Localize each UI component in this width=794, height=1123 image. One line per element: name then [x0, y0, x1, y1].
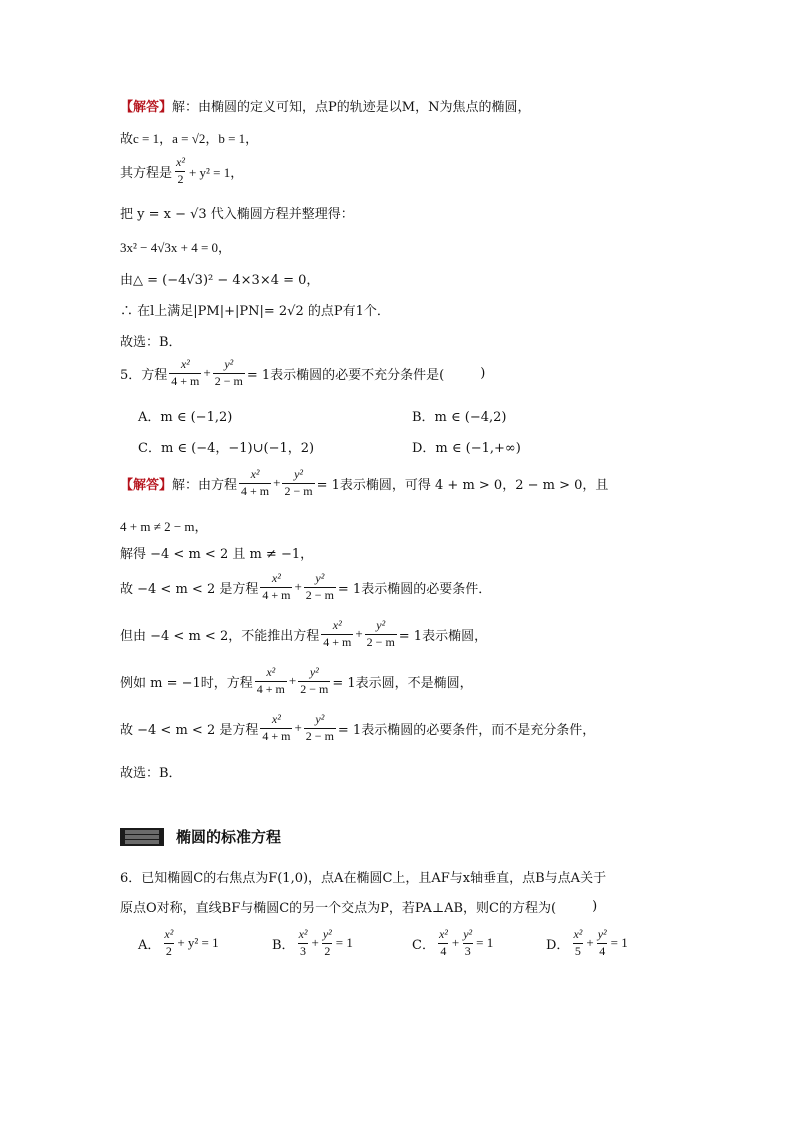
- answer-text: 故 −4 < m < 2 是方程: [120, 581, 259, 597]
- option-d[interactable]: D． $\frac{\text{x²}}{5}$ + $\frac{\text{y²}}{4}$ = 1: [546, 927, 628, 958]
- fraction: $\frac{\text{x²}}{4 + m}$: [262, 712, 291, 743]
- question-text: 原点O对称，直线BF与椭圆C的另一个交点为P，若PA⊥AB，则C的方程为(: [120, 901, 557, 916]
- fraction: $\frac{\text{y²}}{2 - m}$: [300, 665, 329, 696]
- answer-text: 由△ = (−4√3)² − 4×3×4 = 0，: [120, 273, 320, 288]
- answer-text: = 1表示椭圆的必要条件．: [337, 581, 492, 597]
- plus-sign: +: [294, 720, 302, 736]
- section-heading: [120, 826, 281, 847]
- option-b[interactable]: B．m ∈ (−4,2): [412, 410, 507, 425]
- answer-text: = 1表示椭圆，: [398, 628, 488, 644]
- answer-5-line-7: [120, 713, 595, 744]
- option-a[interactable]: A．m ∈ (−1,2): [138, 410, 233, 425]
- fraction: $\frac{\text{x²}}{4 + m}$: [256, 665, 285, 696]
- answer-text: 但由 −4 < m < 2，不能推出方程: [120, 628, 320, 644]
- question-6-line-2: [120, 897, 597, 916]
- plus-sign: +: [203, 365, 211, 381]
- answer-tag: 【解答】: [120, 100, 173, 115]
- answer-tag: 【解答】: [120, 477, 173, 493]
- option-b[interactable]: B． $\frac{\text{x²}}{3}$ + $\frac{\text{y²}}{2}$ = 1: [272, 927, 353, 958]
- answer-5-line-2: [120, 516, 208, 535]
- option-d[interactable]: D．m ∈ (−1,+∞): [412, 441, 521, 456]
- fraction: $\frac{\text{x²}}{4 + m}$: [323, 618, 352, 649]
- answer-text: 解：由椭圆的定义可知，点P的轨迹是以M，N为焦点的椭圆，: [172, 100, 531, 115]
- fraction: $\frac{\text{y²}}{2 - m}$: [305, 571, 334, 602]
- answer-5-line-5: [120, 619, 487, 650]
- section-title: 椭圆的标准方程: [176, 828, 282, 846]
- plus-sign: +: [294, 579, 302, 595]
- fraction: $\frac{\text{x²}}{4 + m}$: [241, 467, 270, 498]
- question-text: 6．已知椭圆C的右焦点为F(1,0)，点A在椭圆C上，且AF与x轴垂直，点B与点A关于: [120, 871, 607, 886]
- answer-4-line-3: [120, 156, 243, 187]
- option-c[interactable]: C． $\frac{\text{x²}}{4}$ + $\frac{\text{y²}}{3}$ = 1: [412, 927, 494, 958]
- answer-text: 解：由方程: [172, 477, 238, 493]
- answer-4-line-1: [120, 96, 530, 115]
- answer-4-line-8: [120, 331, 182, 350]
- answer-5-line-6: [120, 666, 473, 697]
- plus-sign: +: [355, 626, 363, 642]
- plus-sign: +: [288, 673, 297, 689]
- option-a[interactable]: A． $\frac{\text{x²}}{2}$ + y² = 1: [138, 927, 219, 958]
- answer-5-line-4: [120, 572, 491, 603]
- answer-text: 故选：B．: [120, 766, 182, 781]
- answer-4-line-2: [120, 128, 258, 147]
- answer-5-line-8: [120, 762, 182, 781]
- question-text: ): [480, 365, 486, 381]
- section-badge-icon: [120, 828, 164, 846]
- plus-sign: +: [273, 475, 281, 491]
- answer-text: = 1表示椭圆的必要条件，而不是充分条件，: [337, 722, 596, 738]
- answer-text: 故c = 1，a = √2，b = 1，: [120, 131, 259, 146]
- answer-text: 把 y = x − √3 代入椭圆方程并整理得：: [120, 207, 354, 222]
- option-c[interactable]: C．m ∈ (−4，−1)∪(−1，2): [138, 441, 315, 456]
- answer-4-line-6: [120, 269, 319, 288]
- fraction: $\frac{\text{y²}}{2 - m}$: [214, 357, 243, 388]
- question-5-stem: [120, 358, 485, 389]
- answer-text: 3x² − 4√3x + 4 = 0，: [120, 240, 232, 255]
- answer-text: 例如 m = −1时，方程: [120, 675, 253, 691]
- question-6-line-1: [120, 867, 606, 886]
- answer-text: 解得 −4 < m < 2 且 m ≠ −1，: [120, 547, 314, 562]
- answer-text: 故选：B．: [120, 335, 182, 350]
- fraction: $\frac{\text{x²}}{2}$: [176, 155, 185, 186]
- answer-5-line-1: [120, 468, 608, 499]
- answer-text: 故 −4 < m < 2 是方程: [120, 722, 259, 738]
- answer-4-line-7: [120, 300, 390, 319]
- fraction: $\frac{\text{y²}}{2 - m}$: [366, 618, 395, 649]
- fraction: $\frac{\text{y²}}{2 - m}$: [284, 467, 313, 498]
- answer-text: = 1表示椭圆，可得 4 + m > 0，2 − m > 0，且: [316, 477, 609, 493]
- answer-text: 其方程是: [120, 165, 173, 181]
- question-text: 5．方程: [120, 367, 168, 383]
- fraction: $\frac{\text{x²}}{4 + m}$: [262, 571, 291, 602]
- answer-4-line-4: [120, 203, 354, 222]
- fraction: $\frac{\text{x²}}{4 + m}$: [171, 357, 200, 388]
- fraction: $\frac{\text{y²}}{2 - m}$: [305, 712, 334, 743]
- answer-text: ∴ 在l上满足|PM|+|PN|= 2√2 的点P有1个．: [120, 304, 390, 319]
- answer-5-line-3: [120, 543, 313, 562]
- answer-4-line-5: [120, 237, 231, 256]
- answer-text: = 1表示圆，不是椭圆，: [332, 675, 473, 691]
- question-text: ): [592, 899, 598, 914]
- answer-text: 4 + m ≠ 2 − m，: [120, 519, 208, 534]
- answer-text: + y² = 1，: [188, 164, 244, 180]
- question-text: = 1表示椭圆的必要不充分条件是(: [246, 367, 445, 383]
